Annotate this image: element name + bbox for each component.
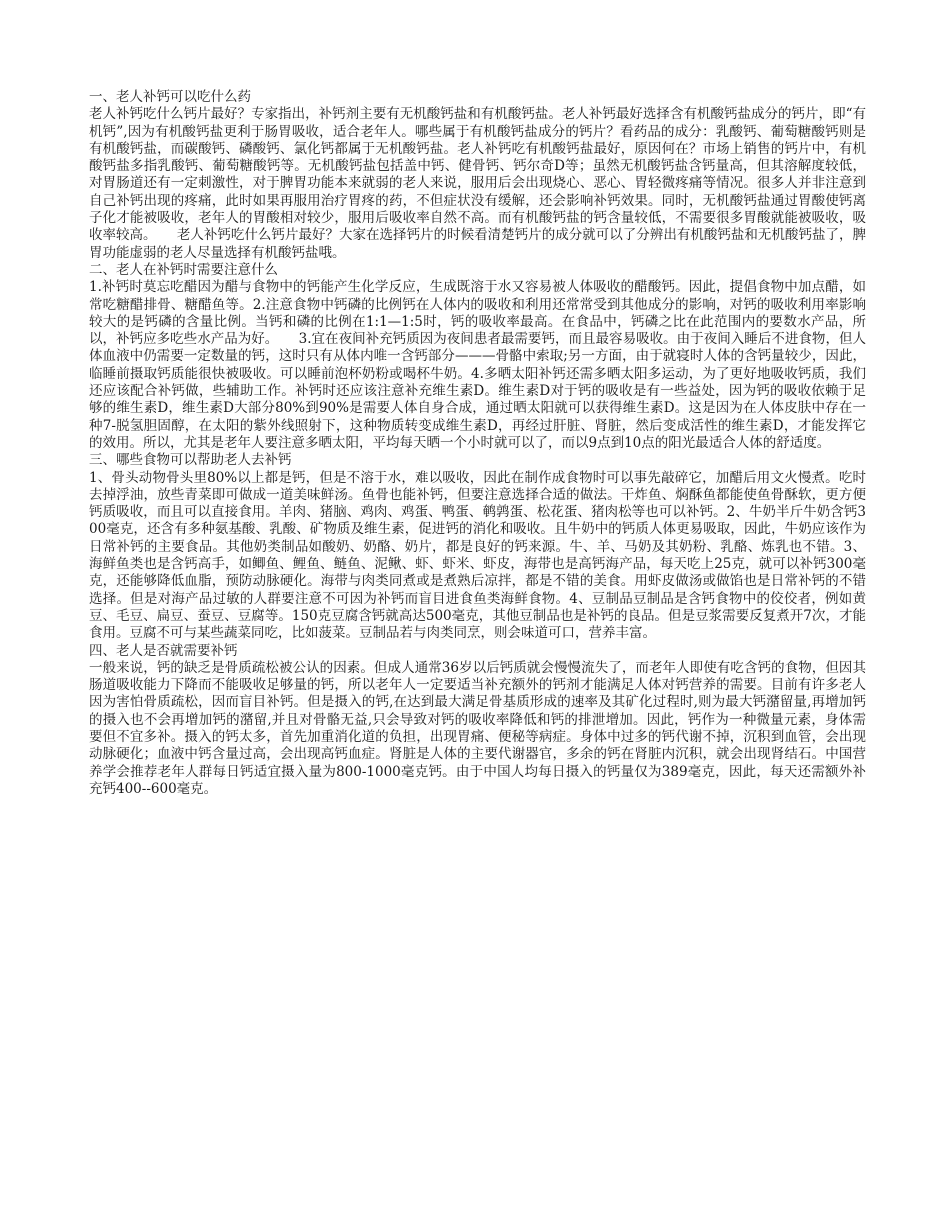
- section-calcium-medicine: [89, 89, 866, 262]
- section-calcium-need: [89, 643, 866, 799]
- section-heading: 一、老人补钙可以吃什么药: [89, 89, 251, 105]
- section-body: 1、骨头动物骨头里80%以上都是钙，但是不溶于水，难以吸收，因此在制作成食物时可以事先敲碎它，加醋后用文火慢煮。吃时去掉浮油，放些青菜即可做成一道美味鲜汤。鱼骨也能补钙，但要注意选择合适的做法。干炸鱼、焖酥鱼都能使鱼骨酥软，更方便钙质吸收，而且可以直接食用。羊肉、猪脑、鸡肉、鸡蛋、鸭蛋、鹌鹑蛋、松花蛋、猪肉松等也可以补钙。2、牛奶半斤牛奶含钙300毫克，还含有多种氨基酸、乳酸、矿物质及维生素，促进钙的消化和吸收。且牛奶中的钙质人体更易吸取，因此，牛奶应该作为日常补钙的主要食品。其他奶类制品如酸奶、奶酪、奶片，都是良好的钙来源。牛、羊、马奶及其奶粉、乳酪、炼乳也不错。3、海鲜鱼类也是含钙高手，如鲫鱼、鲤鱼、鲢鱼、泥鳅、虾、虾米、虾皮，海带也是高钙海产品，每天吃上25克，就可以补钙300毫克，还能够降低血脂，预防动脉硬化。海带与肉类同煮或是煮熟后凉拌，都是不错的美食。用虾皮做汤或做馅也是日常补钙的不错选择。但是对海产品过敏的人群要注意不可因为补钙而盲目进食鱼类海鲜食物。4、豆制品豆制品是含钙食物中的佼佼者，例如黄豆、毛豆、扁豆、蚕豆、豆腐等。150克豆腐含钙就高达500毫克，其他豆制品也是补钙的良品。但是豆浆需要反复煮开7次，才能食用。豆腐不可与某些蔬菜同吃，比如菠菜。豆制品若与肉类同烹，则会味道可口，营养丰富。: [89, 469, 866, 642]
- section-body: 老人补钙吃什么钙片最好？专家指出，补钙剂主要有无机酸钙盐和有机酸钙盐。老人补钙最好选择含有机酸钙盐成分的钙片，即“有机钙”,因为有机酸钙盐更利于肠胃吸收，适合老年人。哪些属于有机酸钙盐成分的钙片？看药品的成分：乳酸钙、葡萄糖酸钙则是有机酸钙盐，而碳酸钙、磷酸钙、氯化钙都属于无机酸钙盐。老人补钙吃有机酸钙盐最好，原因何在？市场上销售的钙片中，有机酸钙盐多指乳酸钙、葡萄糖酸钙等。无机酸钙盐包括盖中钙、健骨钙、钙尔奇D等；虽然无机酸钙盐含钙量高，但其溶解度较低，对胃肠道还有一定刺激性，对于脾胃功能本来就弱的老人来说，服用后会出现烧心、恶心、胃轻微疼痛等情况。很多人并非注意到自己补钙出现的疼痛，此时如果再服用治疗胃疼的药，不但症状没有缓解，还会影响补钙效果。同时，无机酸钙盐通过胃酸使钙离子化才能被吸收，老年人的胃酸相对较少，服用后吸收率自然不高。而有机酸钙盐的钙含量较低，不需要很多胃酸就能被吸收，吸收率较高。 老人补钙吃什么钙片最好？大家在选择钙片的时候看清楚钙片的成分就可以了分辨出有机酸钙盐和无机酸钙盐了，脾胃功能虚弱的老人尽量选择有机酸钙盐哦。: [89, 106, 866, 261]
- section-calcium-foods: [89, 452, 866, 642]
- section-heading: 二、老人在补钙时需要注意什么: [89, 261, 278, 278]
- section-heading: 三、哪些食物可以帮助老人去补钙: [89, 452, 292, 469]
- section-body: 1.补钙时莫忘吃醋因为醋与食物中的钙能产生化学反应，生成既溶于水又容易被人体吸收的醋酸钙。因此，提倡食物中加点醋，如常吃糖醋排骨、糖醋鱼等。2.注意食物中钙磷的比例钙在人体内的吸收和利用还常常受到其他成分的影响，对钙的吸收利用率影响较大的是钙磷的含量比例。当钙和磷的比例在1:1—1:5时，钙的吸收率最高。在食品中，钙磷之比在此范围内的要数水产品，所以，补钙应多吃些水产品为好。 3.宜在夜间补充钙质因为夜间患者最需要钙，而且最容易吸收。由于夜间入睡后不进食物，但人体血液中仍需要一定数量的钙，这时只有从体内唯一含钙部分———骨骼中索取;另一方面，由于就寝时人体的含钙量较少，因此，临睡前摄取钙质能很快被吸收。可以睡前泡杯奶粉或喝杯牛奶。4.多晒太阳补钙还需多晒太阳多运动，为了更好地吸收钙质，我们还应该配合补钙做，些辅助工作。补钙时还应该注意补充维生素D。维生素D对于钙的吸收是有一些益处，因为钙的吸收依赖于足够的维生素D，维生素D大部分80%到90%是需要人体自身合成，通过晒太阳就可以获得维生素D。这是因为在人体皮肤中存在一种7-脱氢胆固醇，在太阳的紫外线照射下，这种物质转变成维生素D，再经过肝脏、肾脏，然后变成活性的维生素D，才能发挥它的效用。所以，尤其是老年人要注意多晒太阳，平均每天晒一个小时就可以了，而以9点到10点的阳光最适合人体的舒适度。: [89, 279, 866, 451]
- section-heading: 四、老人是否就需要补钙: [89, 642, 238, 659]
- section-body: 一般来说，钙的缺乏是骨质疏松被公认的因素。但成人通常36岁以后钙质就会慢慢流失了，而老年人即使有吃含钙的食物，但因其肠道吸收能力下降而不能吸收足够量的钙，所以老年人一定要适当补充额外的钙剂才能满足人体对钙营养的需要。目前有许多老人因为害怕骨质疏松，因而盲目补钙。但是摄入的钙,在达到最大满足骨基质形成的速率及其矿化过程时,则为最大钙潴留量,再增加钙的摄入也不会再增加钙的潴留,并且对骨骼无益,只会导致对钙的吸收率降低和钙的排泄增加。因此，钙作为一种微量元素，身体需要但不宜多补。摄入的钙太多，首先加重消化道的负担，出现胃痛、便秘等病症。身体中过多的钙代谢不掉，沉积到血管，会出现动脉硬化；血液中钙含量过高，会出现高钙血症。肾脏是人体的主要代谢器官，多余的钙在肾脏内沉积，就会出现肾结石。中国营养学会推荐老年人群每日钙适宜摄入量为800-1000毫克钙。由于中国人均每日摄入的钙量仅为389毫克，因此，每天还需额外补充钙400--600毫克。: [89, 659, 866, 797]
- section-calcium-precautions: [89, 262, 866, 452]
